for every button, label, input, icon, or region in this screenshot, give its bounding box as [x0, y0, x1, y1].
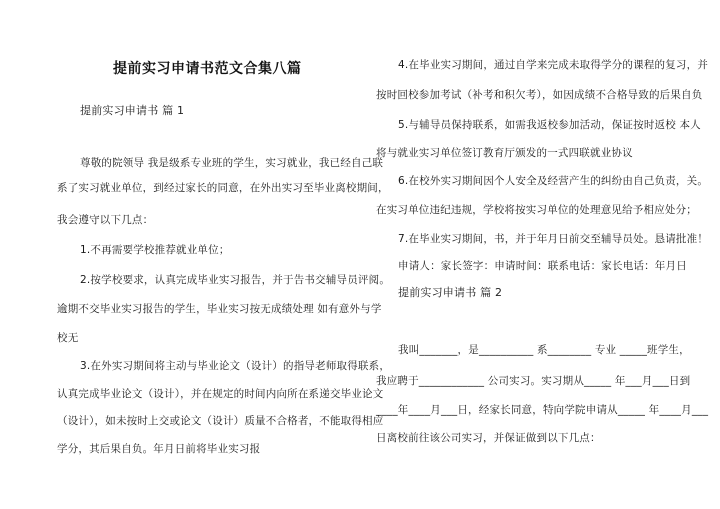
paragraph-line: 学分，其后果自负。年月日前将毕业实习报 [57, 443, 261, 455]
paragraph-line: 申请人：家长签字：申请时间：联系电话：家长电话：年月日 [398, 260, 687, 272]
paragraph-line: 我叫_______，是__________ 系________ 专业 _____班学生， [398, 344, 690, 356]
paragraph-line: 5.与辅导员保持联系，如需我返校参加活动，保证按时返校 本人 [398, 119, 701, 131]
paragraph-line: 逾期不交毕业实习报告的学生，毕业实习按无成绩处理 如有意外与学 [57, 303, 382, 315]
paragraph-line: 系了实习就业单位，到经过家长的同意，在外出实习至毕业离校期间， [57, 182, 389, 194]
paragraph-line: 将与就业实习单位签订教育厅颁发的一式四联就业协议 [376, 147, 633, 159]
paragraph-line: 按时回校参加考试（补考和积欠考），如因成绩不合格导致的后果自负 [376, 89, 703, 101]
paragraph-line: 我会遵守以下几点： [57, 214, 154, 226]
paragraph-line: 3.在外实习期间将主动与毕业论文（设计）的指导老师取得联系， [80, 360, 391, 372]
paragraph-line: ____年____月___日，经家长同意，特向学院申请从_____ 年____月___ [376, 404, 709, 416]
paragraph-line: 7.在毕业实习期间，书，并于年月日前交至辅导员处。恳请批准！ [398, 233, 709, 245]
paragraph-line: 在实习单位违纪违规，学校将按实习单位的处理意见给予相应处分； [376, 204, 697, 216]
paragraph-line: （设计），如未按时上交或论文（设计）质量不合格者，不能取得相应 [57, 415, 384, 427]
paragraph-line: 认真完成毕业论文（设计），并在规定的时间内向所在系递交毕业论文 [57, 388, 384, 400]
paragraph-line: 尊敬的院领导 我是级系专业班的学生，实习就业，我已经自己联 [80, 157, 384, 169]
section-heading-2: 提前实习申请书 篇 2 [398, 286, 503, 299]
paragraph-line: 日离校前往该公司实习，并保证做到以下几点： [376, 432, 601, 444]
document-title: 提前实习申请书范文合集八篇 [113, 61, 302, 77]
paragraph-line: 2.按学校要求，认真完成毕业实习报告，并于告书交辅导员评阅。 [80, 274, 391, 286]
paragraph-line: 校无 [57, 332, 79, 344]
section-heading-1: 提前实习申请书 篇 1 [80, 104, 185, 117]
paragraph-line: 4.在毕业实习期间，通过自学来完成未取得学分的课程的复习，并 [398, 59, 709, 71]
paragraph-line: 6.在校外实习期间因个人安全及经营产生的纠纷由自己负责，关。 [398, 175, 709, 187]
paragraph-line: 我应聘于____________ 公司实习。实习期从_____ 年___月___日到 [376, 375, 691, 387]
right-column [360, 0, 720, 509]
paragraph-line: 1.不再需要学校推荐就业单位； [80, 244, 230, 256]
